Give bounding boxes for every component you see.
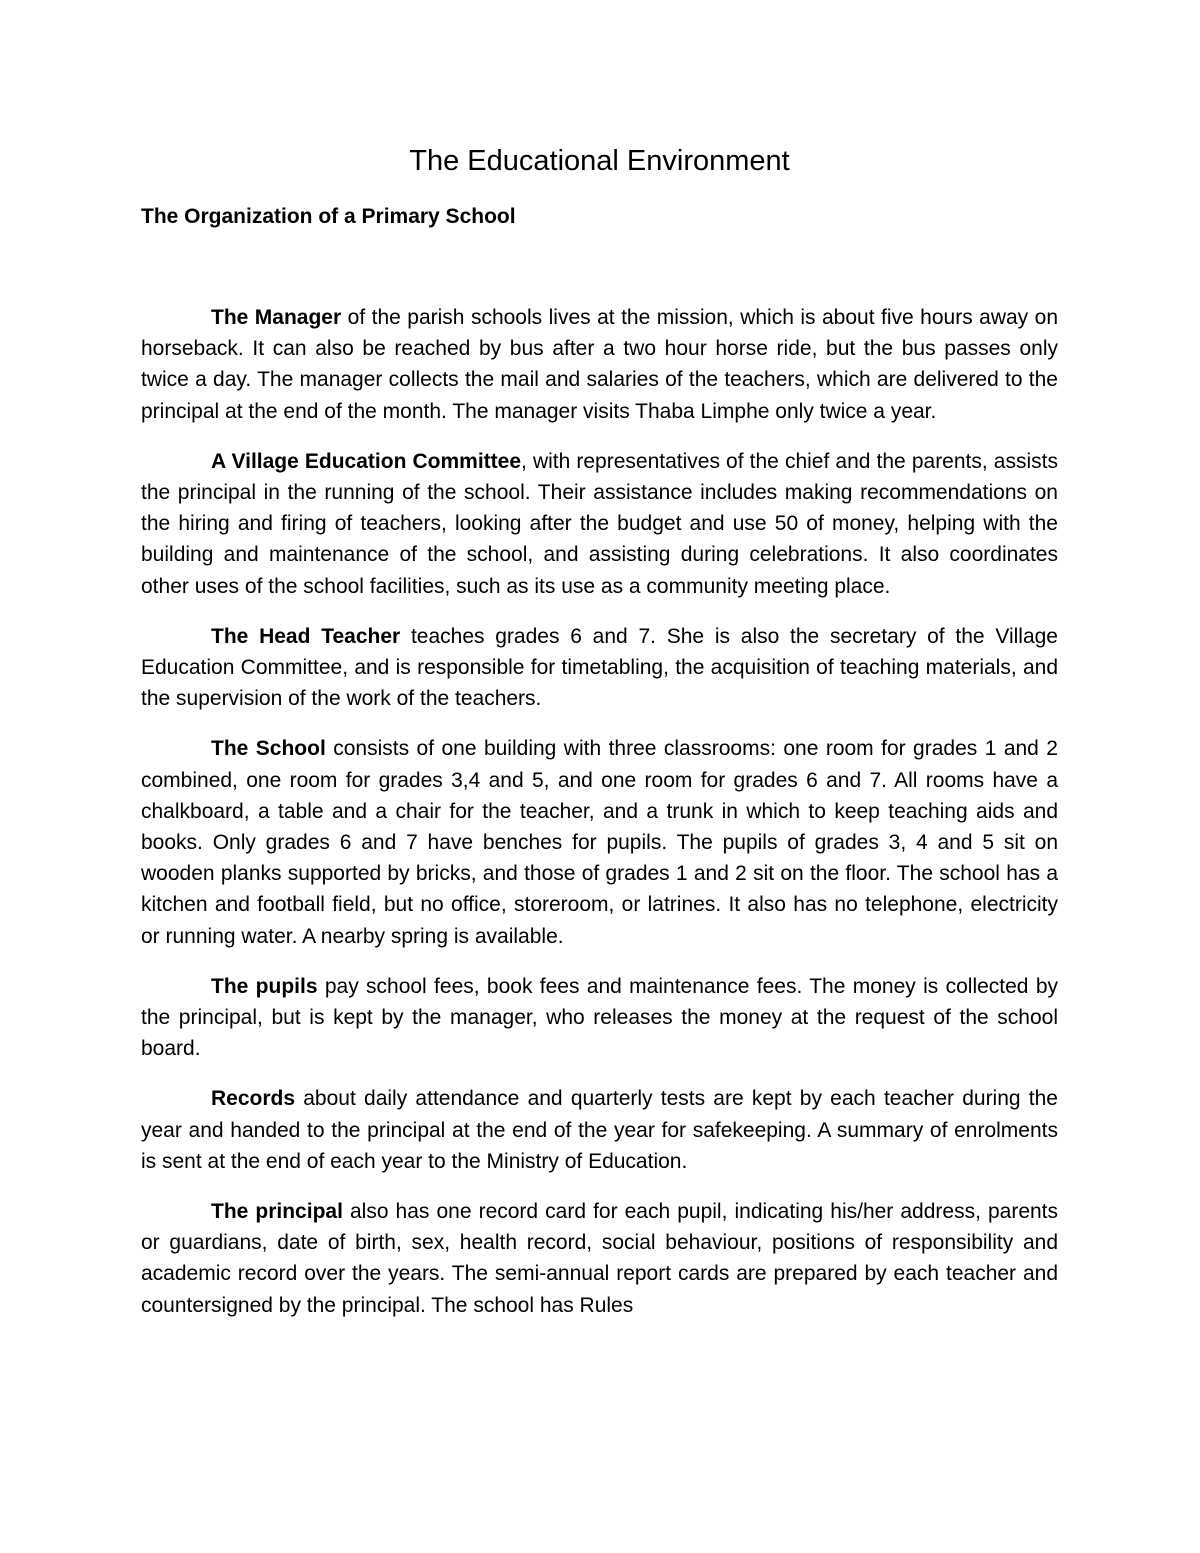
document-page bbox=[141, 0, 1058, 1553]
paragraph-lead: A Village Education Committee bbox=[211, 449, 522, 473]
paragraph-lead: The School bbox=[211, 737, 326, 761]
section-heading: The Organization of a Primary School bbox=[141, 205, 516, 228]
paragraph-records bbox=[141, 1083, 1058, 1177]
paragraph-manager bbox=[141, 302, 1058, 427]
paragraph-text: consists of one building with three classrooms: one room for grades 1 and 2 combined, one room for grades 3,4 and 5, and one room for grades 6 and 7. All rooms have a chalkboard, a table and a chair for the teacher, and a trunk in which to keep teaching aids and books. Only grades 6 and 7 have benches for pupils. The pupils of grades 3, 4 and 5 sit on wooden planks supported by bricks, and those of grades 1 and 2 sit on the floor. The school has a kitchen and football field, but no office, storeroom, or latrines. It also has no telephone, electricity or running water. A nearby spring is available. bbox=[141, 737, 1058, 948]
paragraph-text: teaches grades 6 and 7. She is also the secretary of the Village Education Committee, and is responsible for timetabling, the acquisition of teaching materials, and the supervision of the work of the teachers. bbox=[141, 624, 1058, 711]
paragraph-text: about daily attendance and quarterly tests are kept by each teacher during the year and handed to the principal at the end of the year for safekeeping. A summary of enrolments is sent at the end of each year to the Ministry of Education. bbox=[141, 1087, 1058, 1173]
paragraph-lead: The Head Teacher bbox=[211, 624, 401, 648]
paragraph-text: also has one record card for each pupil, indicating his/her address, parents or guardians, date of birth, sex, health record, social behaviour, positions of responsibility and academic record over the years. The semi-annual report cards are prepared by each teacher and countersigned by the principal. The school has Rules bbox=[141, 1200, 1059, 1317]
paragraph-pupils bbox=[141, 971, 1058, 1065]
paragraph-lead: The principal bbox=[211, 1200, 343, 1224]
paragraph-text: , with representatives of the chief and the parents, assists the principal in the running of the school. Their assistance includes making recommendations on the hiring and firing of teachers, looking after the budget and use 50 of money, helping with the building and maintenance of the school, and assisting during celebrations. It also coordinates other uses of the school facilities, such as its use as a community meeting place. bbox=[141, 449, 1058, 598]
paragraph-text: pay school fees, book fees and maintenance fees. The money is collected by the principal, but is kept by the manager, who releases the money at the request of the school board. bbox=[141, 974, 1059, 1061]
paragraph-lead: The pupils bbox=[211, 974, 318, 998]
document-title: The Educational Environment bbox=[409, 145, 790, 177]
paragraph-village-committee bbox=[141, 446, 1058, 602]
paragraph-school bbox=[141, 733, 1058, 951]
paragraph-lead: Records bbox=[211, 1087, 296, 1111]
paragraph-head-teacher bbox=[141, 621, 1058, 715]
paragraph-lead: The Manager bbox=[211, 306, 342, 329]
document-body bbox=[141, 302, 1058, 1340]
paragraph-principal bbox=[141, 1196, 1058, 1321]
paragraph-text: of the parish schools lives at the mission, which is about five hours away on horseback. It can also be reached by bus after a two hour horse ride, but the bus passes only twice a day. The manager collects the mail and salaries of the teachers, which are delivered to the principal at the end of the month. The manager visits Thaba Limphe only twice a year. bbox=[141, 306, 1059, 423]
